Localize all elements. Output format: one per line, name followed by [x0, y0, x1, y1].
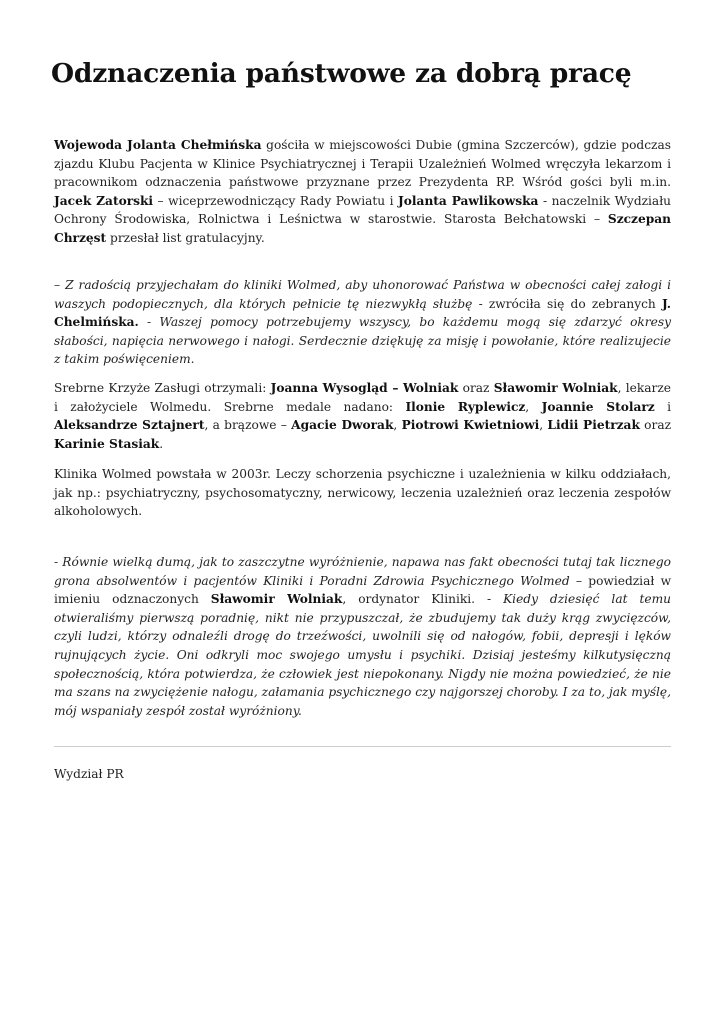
footer-author: Wydział PR [54, 767, 124, 781]
person-name: Sławomir Wolniak [493, 381, 618, 395]
person-name: Wojewoda Jolanta Chełmińska [54, 138, 262, 152]
person-name: Jacek Zatorski [54, 193, 154, 208]
paragraph-awards: Srebrne Krzyże Zasługi otrzymali: Joanna Wysogląd – Wolniak oraz Sławomir Wolniak, lekarze i założyciele Wolmedu. Srebrne medale nadano: Ilonie Ryplewicz, Joannie Stolarz i Aleksandrze Sztajnert, a brązowe – Agacie Dworak, Piotrowi Kwietniowi, Lidii Pietrzak oraz Karinie Stasiak. [54, 381, 672, 451]
person-name: Ilonie Ryplewicz [405, 399, 526, 414]
person-name: Karinie Stasiak [54, 436, 160, 451]
person-name: Lidii Pietrzak [547, 418, 640, 433]
person-name: J. Chelmińska. [54, 296, 672, 330]
person-name: Sławomir Wolniak [210, 592, 343, 607]
paragraph-clinic-info: Klinika Wolmed powstała w 2003r. Leczy schorzenia psychiczne i uzależnienia w kilku oddziałach, jak np.: psychiatryczny, psychosomatyczny, nerwicowy, leczenia uzależnień oraz leczenia zespołów alkoholowych. [54, 467, 671, 519]
person-name: Szczepan Chrzęst [54, 212, 671, 245]
divider [54, 746, 671, 747]
person-name: Jolanta Pawlikowska [398, 193, 539, 208]
person-name: Agacie Dworak [291, 418, 394, 433]
person-name: Joannie Stolarz [541, 399, 655, 414]
person-name: Aleksandrze Sztajnert [54, 418, 205, 433]
person-name: Joanna Wysogląd – Wolniak [270, 381, 459, 395]
paragraph-intro: Wojewoda Jolanta Chełmińska gościła w miejscowości Dubie (gmina Szczerców), gdzie podczas zjazdu Klubu Pacjenta w Klinice Psychiatrycznej i Terapii Uzależnień Wolmed wręczyła lekarzom i pracownikom odznaczenia państwowe przyznane przez Prezydenta RP. Wśród gości byli m.in. Jacek Zatorski – wiceprzewodniczący Rady Powiatu i Jolanta Pawlikowska - naczelnik Wydziału Ochrony Środowiska, Rolnictwa i Leśnictwa w starostwie. Starosta Bełchatowski – Szczepan Chrzęst przesłał list gratulacyjny. [54, 138, 672, 245]
article-title: Odznaczenia państwowe za dobrą pracę [51, 58, 632, 89]
paragraph-quote-voivode: – Z radością przyjechałam do kliniki Wolmed, aby uhonorować Państwa w obecności całej załogi i waszych podopiecznych, dla których pełnicie tę niezwykłą służbę - zwróciła się do zebranych J. Chelmińska. - Waszej pomocy potrzebujemy wszyscy, bo każdemu mogą się zdarzyć okresy słabości, napięcia nerwowego i nałogi. Serdecznie dziękuję za misję i powołanie, które realizujecie z takim poświęceniem. [54, 278, 672, 367]
paragraph-quote-director: - Równie wielką dumą, jak to zaszczytne wyróżnienie, napawa nas fakt obecności tutaj tak licznego grona absolwentów i pacjentów Kliniki i Poradni Zdrowia Psychicznego Wolmed – powiedział w imieniu odznaczonych Sławomir Wolniak, ordynator Kliniki. - Kiedy dziesięć lat temu otwieraliśmy pierwszą poradnię, nikt nie przypuszczał, że zbudujemy tak duży krąg zwycięzców, czyli ludzi, którzy odnaleźli drogę do trzeźwości, uwolnili się od nałogów, fobii, depresji i lęków rujnujących życie. Oni odkryli moc swojego umysłu i psychiki. Dzisiaj jesteśmy kilkutysięczną społecznością, która potwierdza, że człowiek jest niepokonany. Nigdy nie można powiedzieć, że nie ma szans na zwyciężenie nałogu, załamania psychicznego czy najgorszej choroby. I za to, jak myślę, mój wspaniały zespół został wyróżniony. [54, 555, 672, 718]
person-name: Piotrowi Kwietniowi [401, 418, 540, 433]
